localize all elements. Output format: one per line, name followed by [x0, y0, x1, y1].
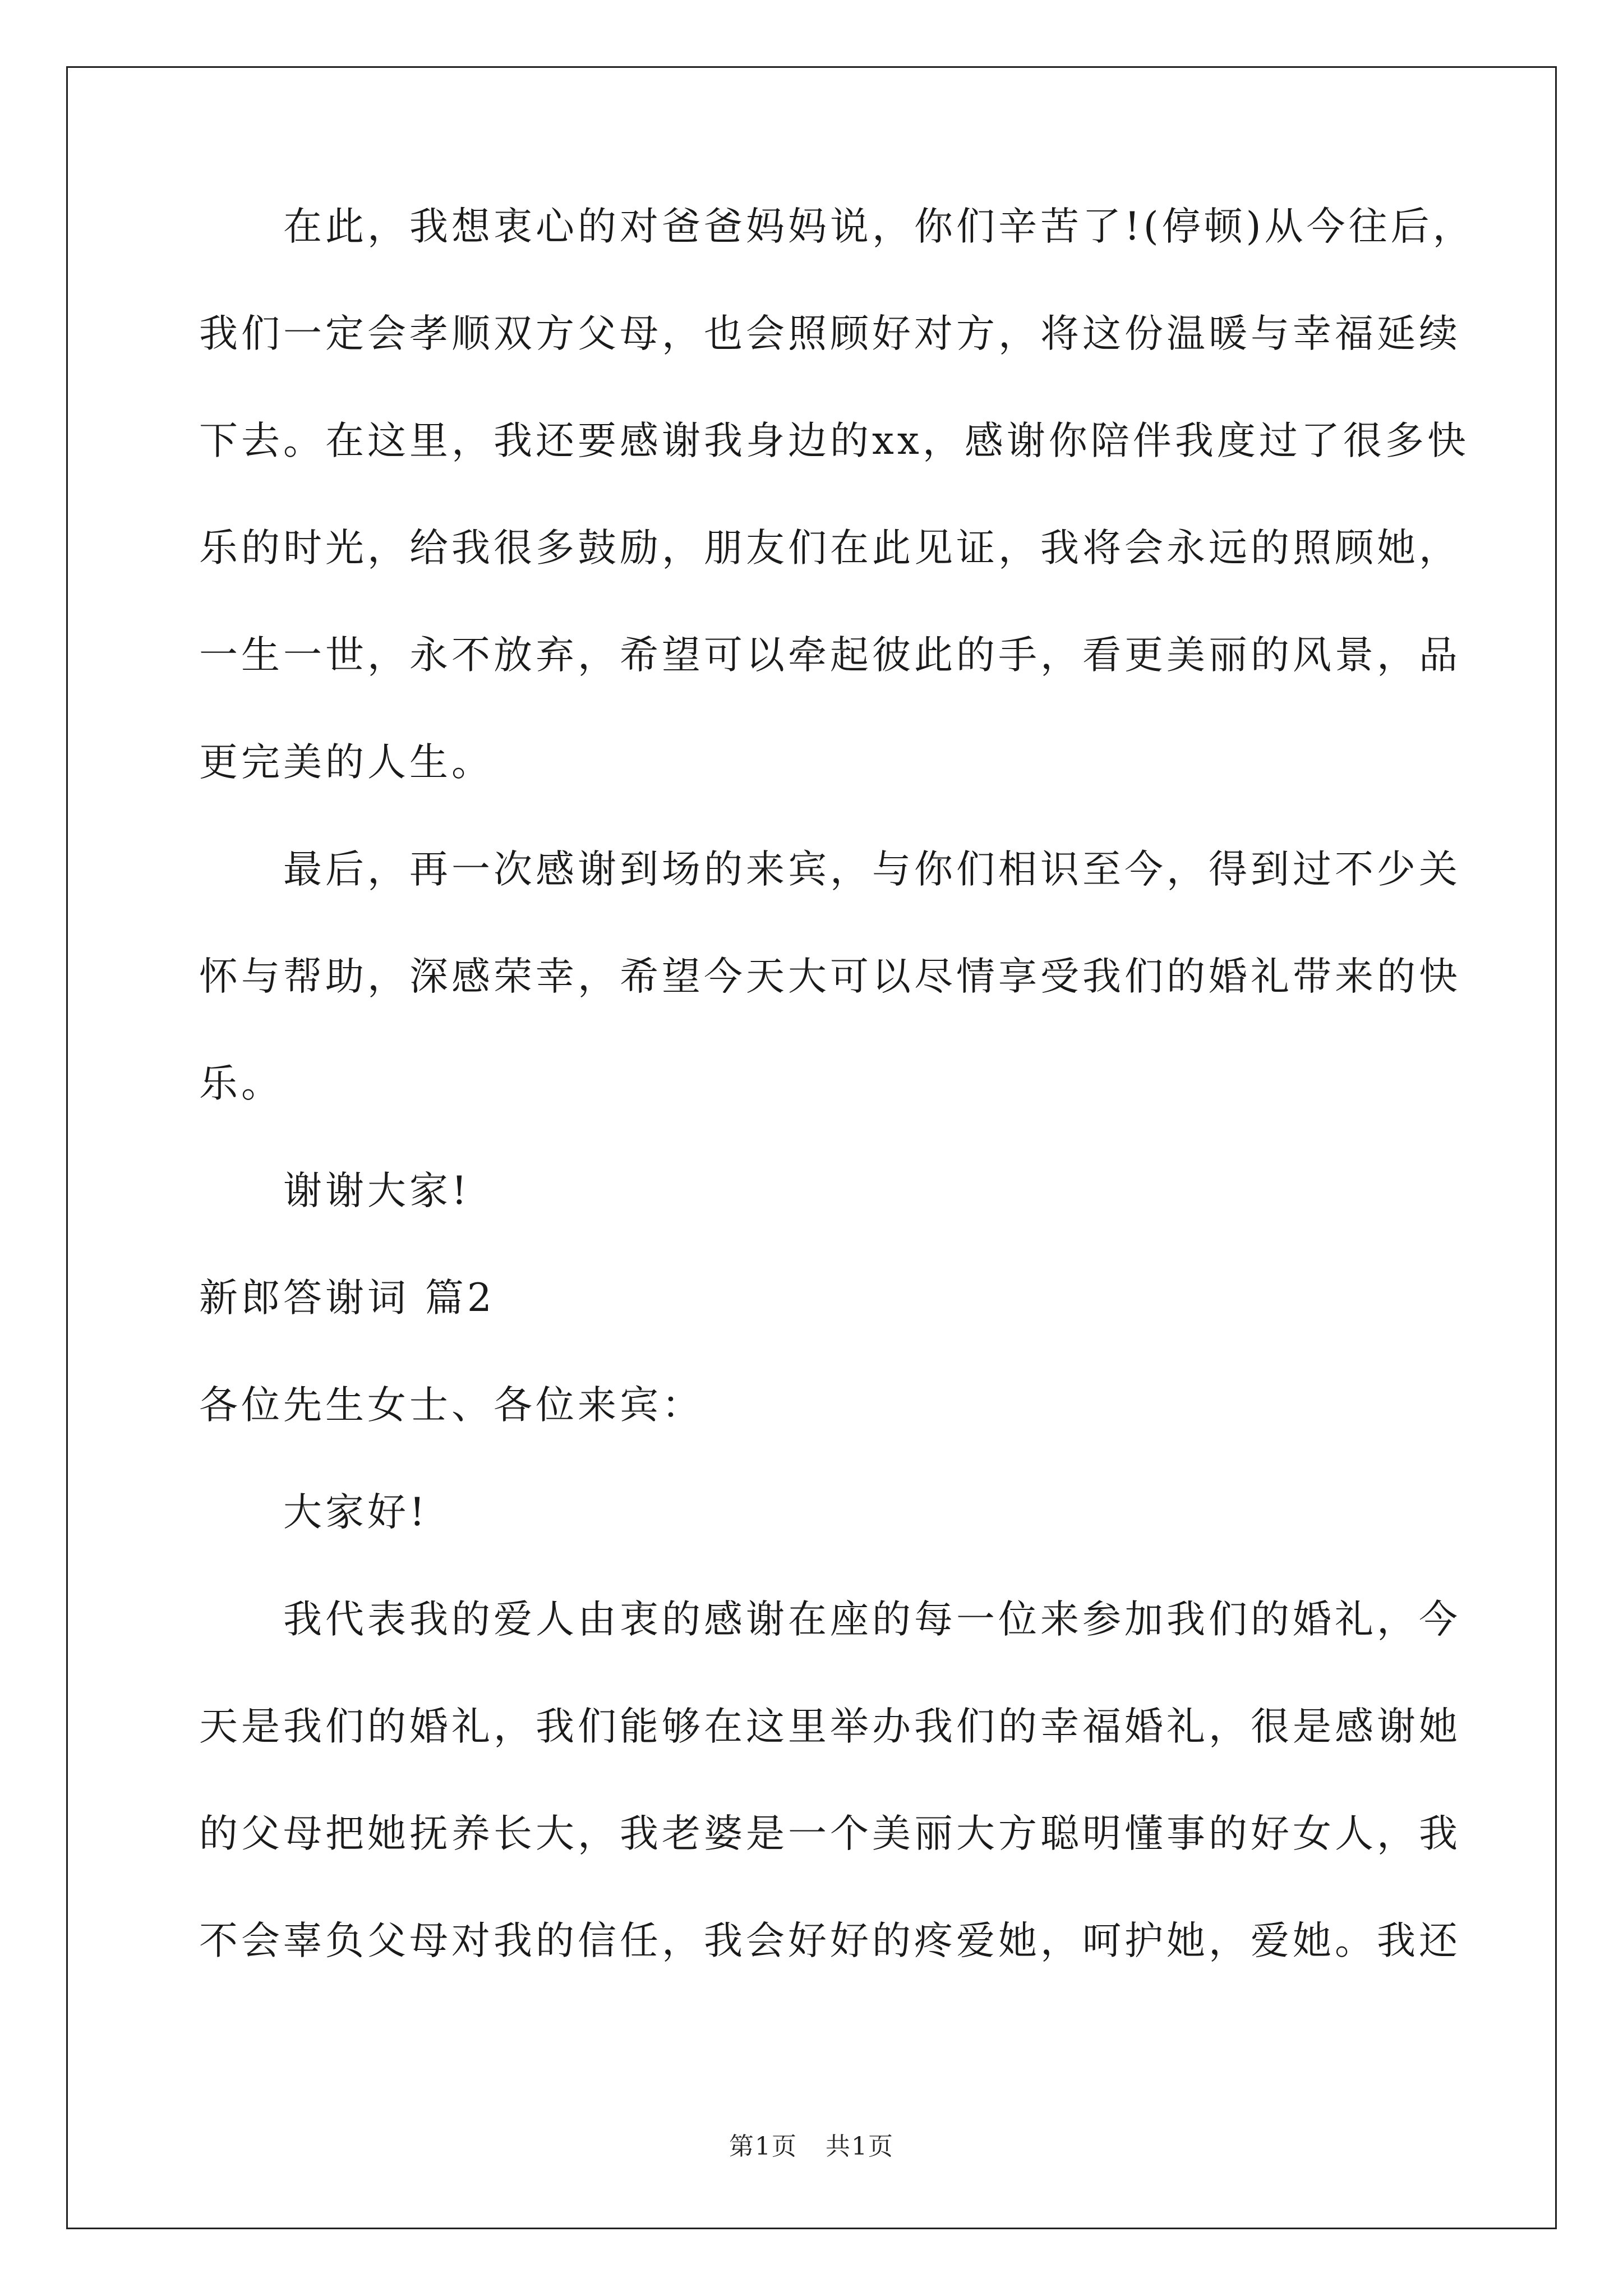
text-line: 不会辜负父母对我的信任，我会好好的疼爱她，呵护她，爱她。我还 [199, 1918, 1461, 1963]
text-line: 更完美的人生。 [199, 740, 494, 785]
text-line: 乐。 [199, 1061, 283, 1106]
text-line: 最后，再一次感谢到场的来宾，与你们相识至今，得到过不少关 [283, 847, 1461, 892]
text-line: 下去。在这里，我还要感谢我身边的xx，感谢你陪伴我度过了很多快 [199, 418, 1469, 463]
text-line: 在此，我想衷心的对爸爸妈妈说，你们辛苦了!(停顿)从今往后， [283, 204, 1475, 249]
section-heading: 新郎答谢词 篇2 [199, 1276, 495, 1320]
salutation: 各位先生女士、各位来宾： [199, 1383, 704, 1428]
page-number: 第1页 [729, 2132, 797, 2161]
text-line: 的父母把她抚养长大，我老婆是一个美丽大方聪明懂事的好女人，我 [199, 1811, 1461, 1856]
text-line: 我们一定会孝顺双方父母，也会照顾好对方，将这份温暖与幸福延续 [199, 311, 1461, 356]
page-footer [0, 2126, 1623, 2162]
page-border [66, 66, 1557, 2229]
text-line: 我代表我的爱人由衷的感谢在座的每一位来参加我们的婚礼，今 [283, 1597, 1461, 1642]
text-line: 一生一世，永不放弃，希望可以牵起彼此的手，看更美丽的风景，品 [199, 633, 1461, 678]
text-line: 天是我们的婚礼，我们能够在这里举办我们的幸福婚礼，很是感谢她 [199, 1704, 1461, 1749]
text-line: 乐的时光，给我很多鼓励，朋友们在此见证，我将会永远的照顾她， [199, 526, 1461, 570]
text-line: 谢谢大家! [283, 1168, 471, 1213]
greeting: 大家好! [283, 1490, 428, 1535]
text-line: 怀与帮助，深感荣幸，希望今天大可以尽情享受我们的婚礼带来的快 [199, 954, 1461, 999]
page-count: 共1页 [826, 2132, 894, 2161]
